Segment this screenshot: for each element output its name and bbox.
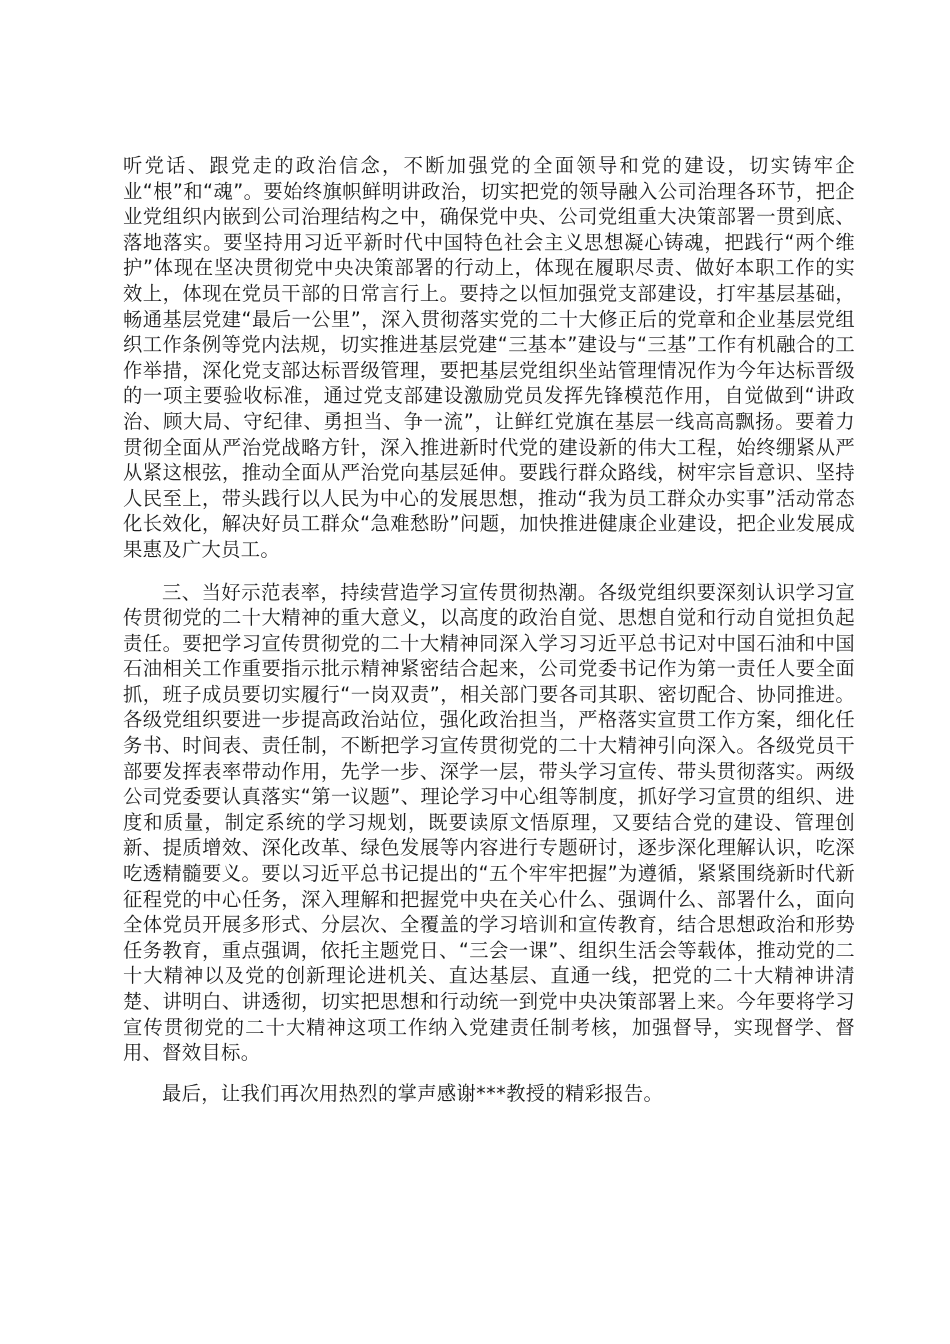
document-body [123,153,855,1106]
paragraph-party-building: 听党话、跟党走的政治信念，不断加强党的全面领导和党的建设，切实铸牢企业“根”和“魂”。要始终旗帜鲜明讲政治，切实把党的领导融入公司治理各环节，把企业党组织内嵌到公司治理结构之中，确保党中央、公司党组重大决策部署一贯到底、落地落实。要坚持用习近平新时代中国特色社会主义思想凝心铸魂，把践行“两个维护”体现在坚决贯彻党中央决策部署的行动上，体现在履职尽责、做好本职工作的实效上，体现在党员干部的日常言行上。要持之以恒加强党支部建设，打牢基层基础，畅通基层党建“最后一公里”，深入贯彻落实党的二十大修正后的党章和企业基层党组织工作条例等党内法规，切实推进基层党建“三基本”建设与“三基”工作有机融合的工作举措，深化党支部达标晋级管理，要把基层党组织坐站管理情况作为今年达标晋级的一项主要验收标准，通过党支部建设激励党员发挥先锋模范作用，自觉做到“讲政治、顾大局、守纪律、勇担当、争一流”，让鲜红党旗在基层一线高高飘扬。要着力贯彻全面从严治党战略方针，深入推进新时代党的建设新的伟大工程，始终绷紧从严从紧这根弦，推动全面从严治党向基层延伸。要践行群众路线，树牢宗旨意识、坚持人民至上，带头践行以人民为中心的发展思想，推动“我为员工群众办实事”活动常态化长效化，解决好员工群众“急难愁盼”问题，加快推进健康企业建设，把企业发展成果惠及广大员工。 [123,154,855,561]
paragraph-section-three: 三、当好示范表率，持续营造学习宣传贯彻热潮。各级党组织要深刻认识学习宣传贯彻党的二十大精神的重大意义，以高度的政治自觉、思想自觉和行动自觉担负起责任。要把学习宣传贯彻党的二十大精神同深入学习习近平总书记对中国石油和中国石油相关工作重要指示批示精神紧密结合起来，公司党委书记作为第一责任人要全面抓，班子成员要切实履行“一岗双责”，相关部门要各司其职、密切配合、协同推进。各级党组织要进一步提高政治站位，强化政治担当，严格落实宣贯工作方案，细化任务书、时间表、责任制，不断把学习宣传贯彻党的二十大精神引向深入。各级党员干部要发挥表率带动作用，先学一步、深学一层，带头学习宣传、带头贯彻落实。两级公司党委要认真落实“第一议题”、理论学习中心组等制度，抓好学习宣贯的组织、进度和质量，制定系统的学习规划，既要读原文悟原理，又要结合党的建设、管理创新、提质增效、深化改革、绿色发展等内容进行专题研讨，逐步深化理解认识，吃深吃透精髓要义。要以习近平总书记提出的“五个牢牢把握”为遵循，紧紧围绕新时代新征程党的中心任务，深入理解和把握党中央在关心什么、强调什么、部署什么，面向全体党员开展多形式、分层次、全覆盖的学习培训和宣传教育，结合思想政治和形势任务教育，重点强调，依托主题党日、“三会一课”、组织生活会等载体，推动党的二十大精神以及党的创新理论进机关、直达基层、直通一线，把党的二十大精神讲清楚、讲明白、讲透彻，切实把思想和行动统一到党中央决策部署上来。今年要将学习宣传贯彻党的二十大精神这项工作纳入党建责任制考核，加强督导，实现督学、督用、督效目标。 [123,580,855,1065]
paragraph-closing: 最后，让我们再次用热烈的掌声感谢***教授的精彩报告。 [162,1081,664,1105]
